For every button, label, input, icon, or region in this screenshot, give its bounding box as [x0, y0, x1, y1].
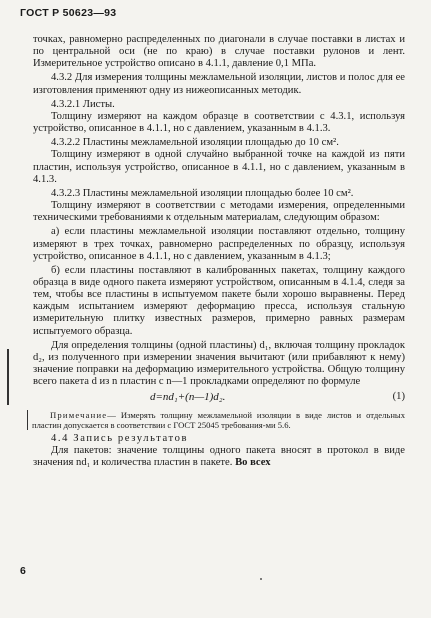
subsection-heading: 4.3.2.1 Листы.: [51, 98, 115, 110]
section-heading: 4.4 Запись результатов: [51, 432, 189, 444]
paragraph: Толщину измеряют в соответствии с методами измерения, определенными техническими требованиями к отдельным материалам, следующим образом:: [33, 200, 405, 224]
document-body: [33, 34, 405, 469]
subsection-heading: 4.3.2.2 Пластины межламельной изоляции площадью до 10 см².: [51, 137, 339, 149]
formula-expression: d=nd₁+(n—1)d₂.: [150, 391, 226, 404]
paragraph: Толщину измеряют в одной случайно выбранной точке на каждой из пяти пластин, используя устройство, описанное в 4.1.1, но с давлением, указанным в 4.1.3.: [33, 149, 405, 185]
note-lead: Примечание: [50, 409, 108, 420]
paragraph: 4.3.2 Для измерения толщины межламельной изоляции, листов и полос для ее изготовления применяют одну из нижеописанных методик.: [33, 72, 405, 96]
final-paragraph-continuation: Во всех: [235, 456, 271, 468]
list-item: б) если пластины поставляют в калиброванных пакетах, толщину каждого образца в виде одного пакета измеряют устройством, описанным в 4.1.4, следя за тем, чтобы все пластины в испытуемом пакете были хорошо выравнены. Перед каждым испытанием измеряют деформацию пресса, используя стальную измерительную плитку известных размеров, примерно равных размерам испытуемого образца.: [33, 264, 405, 337]
paragraph: Для определения толщины (одной пластины) d₁, включая толщину прокладок d₂, из полученного при измерении значения вычитают (или прибавляют к нему) значение поправки на деформацию измерительного устройства. Общую толщину всего пакета d из n пластин с n—1 прокладками определяют по формуле: [33, 339, 405, 388]
scan-speck: [260, 578, 262, 580]
document-header: ГОСТ Р 50623—93: [20, 7, 117, 19]
note: [27, 410, 405, 430]
final-paragraph-text: Для пакетов: значение толщины одного пакета вносят в протокол в виде значения nd₁ и количества пластин в пакете.: [33, 444, 405, 468]
formula: [33, 391, 405, 404]
formula-number: (1): [392, 391, 405, 403]
note-text: — Измерять толщину межламельной изоляции в виде листов и отдельных пластин допускается в соответствии с ГОСТ 25045 требования-ми 5.6.: [32, 409, 405, 430]
subsection-heading: 4.3.2.3 Пластины межламельной изоляции площадью более 10 см².: [51, 187, 354, 199]
paragraph: Толщину измеряют на каждом образце в соответствии с 4.3.1, используя устройство, описанное в 4.1.1, но с давлением, указанным в 4.1.3.: [33, 110, 405, 135]
margin-mark: [7, 349, 9, 405]
page-number: 6: [20, 565, 26, 577]
paragraph: [33, 445, 405, 469]
paragraph: точках, равномерно распределенных по диагонали в случае поставки в листах и по центральной оси (не по краю) в случае поставки рулонов и лент. Измерительное устройство описано в 4.1.1, давление 0,1 МПа.: [33, 34, 405, 70]
list-item: а) если пластины межламельной изоляции поставляют отдельно, толщину измеряют в трех точках, равномерно распределенных по образцу, используя устройство, описанное в 4.1.1, но с давлением, указанным в 4.1.3;: [33, 226, 405, 262]
